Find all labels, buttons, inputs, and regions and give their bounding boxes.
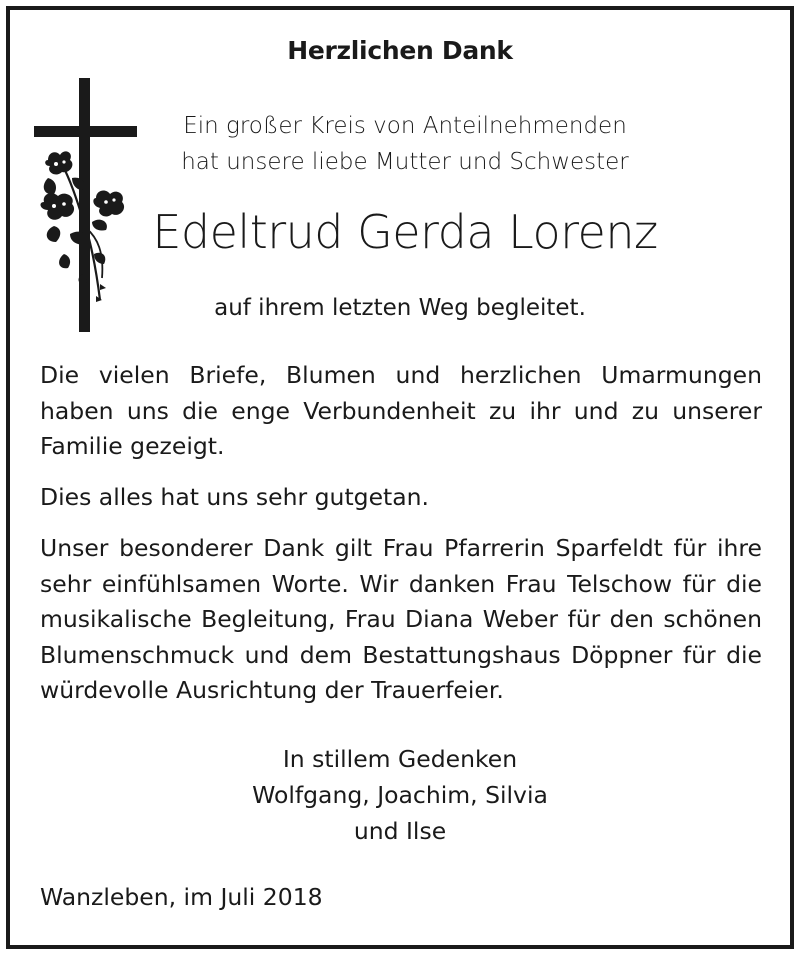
signature-line-3: und Ilse (353, 817, 447, 845)
signature-block (0, 741, 800, 849)
intro-line-1: Ein großer Kreis von Anteilnehmenden (183, 113, 627, 139)
outro-line: auf ihrem letzten Weg begleitet. (214, 295, 586, 321)
deceased-name: Edeltrud Gerda Lorenz (152, 205, 658, 259)
signature-line-1: In stillem Gedenken (282, 745, 518, 773)
place-date: Wanzleben, im Juli 2018 (40, 883, 323, 911)
paragraph-thanks-short: Dies alles hat uns sehr gutgetan. (40, 483, 430, 511)
outro-text (0, 290, 800, 326)
paragraph-letters: Die vielen Briefe, Blumen und herzlichen Umarmungen haben uns die enge Verbundenheit zu ihr und zu unserer Familie gezeigt. (40, 361, 762, 460)
intro-text (130, 108, 680, 180)
paragraph-special-thanks: Unser besonderer Dank gilt Frau Pfarrerin Sparfeldt für ihre sehr einfühlsamen Worte. Wir danken Frau Telschow für die musikalische Begleitung, Frau Diana Weber für den schönen Blumenschmuck und dem Bestattungshaus Döppner für die würdevolle Ausrichtung der Trauerfeier. (40, 534, 762, 704)
intro-line-2: hat unsere liebe Mutter und Schwester (181, 149, 629, 175)
notice-heading: Herzlichen Dank (287, 36, 513, 65)
signature-line-2: Wolfgang, Joachim, Silvia (252, 781, 548, 809)
